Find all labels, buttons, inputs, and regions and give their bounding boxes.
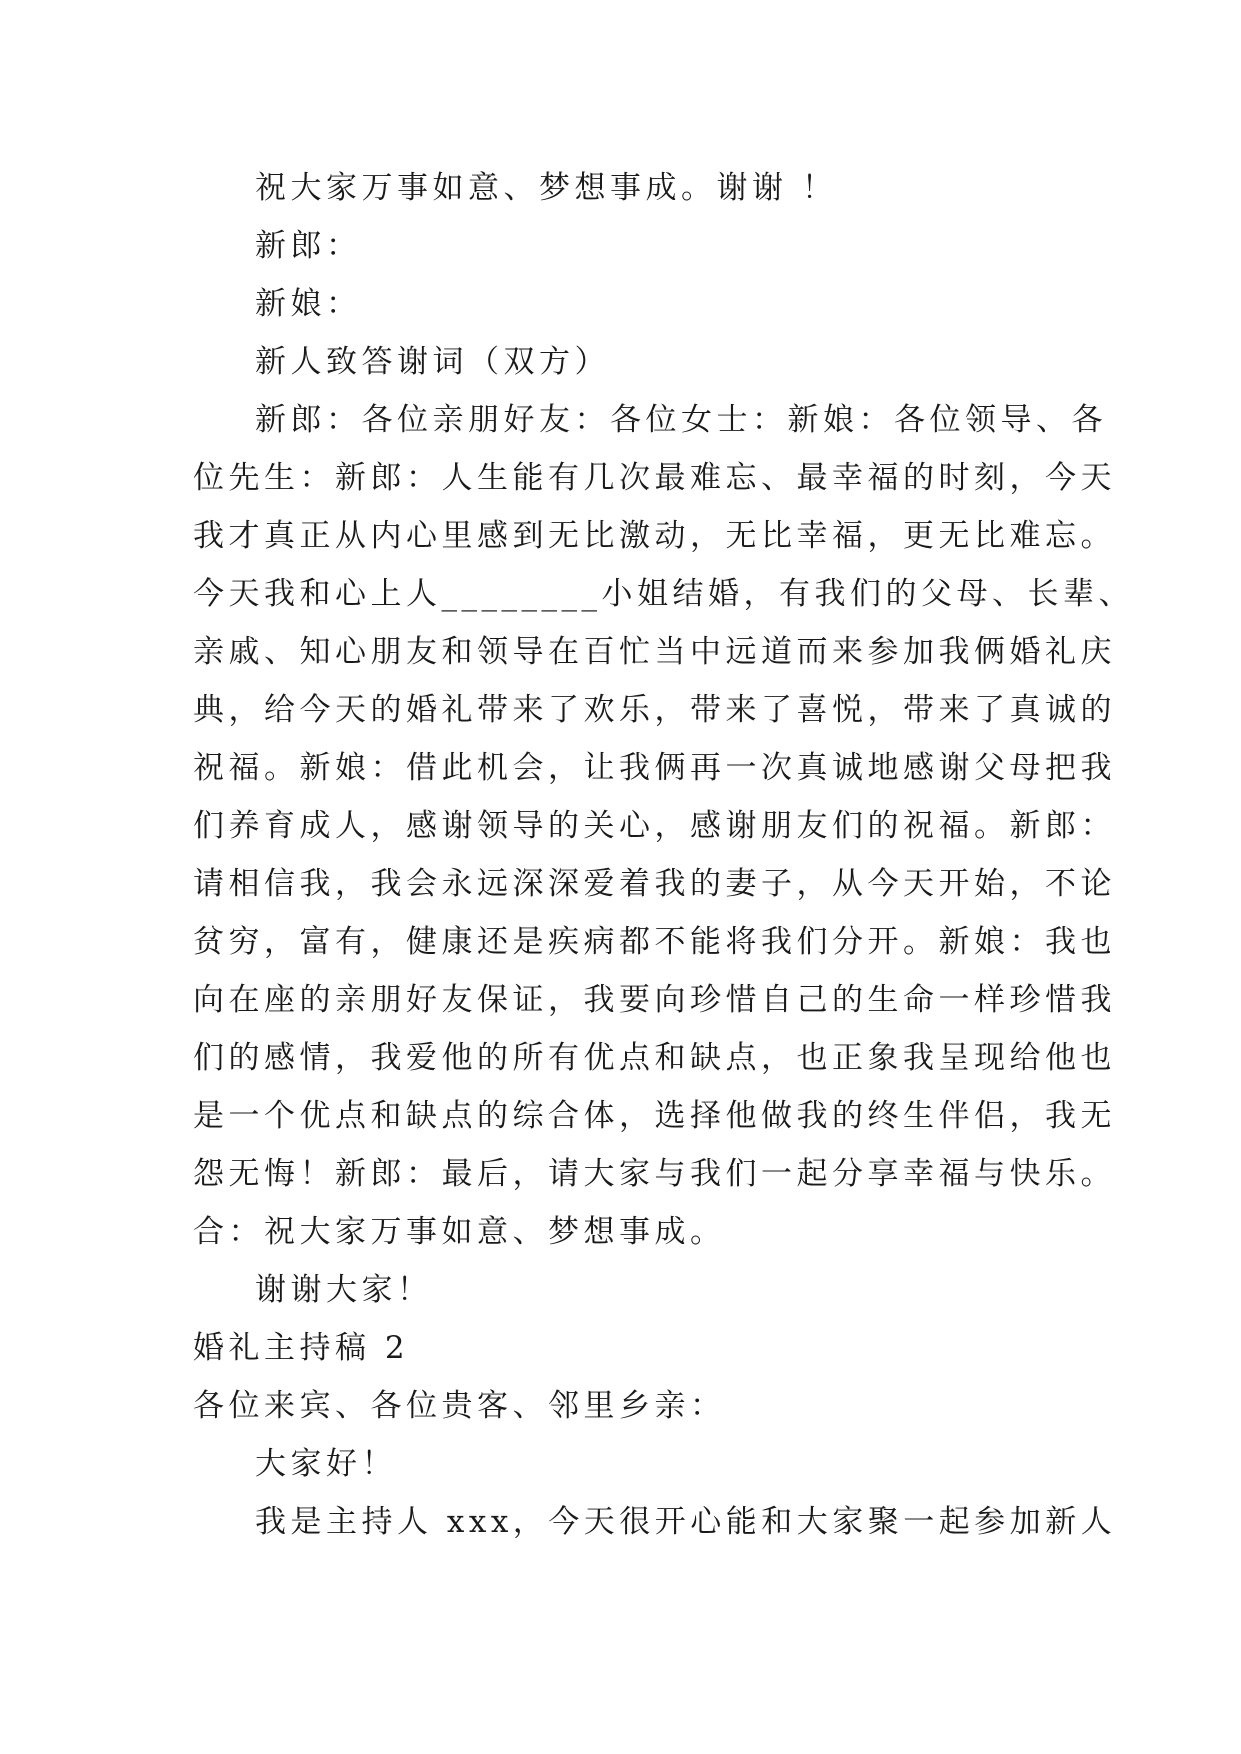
text-line: 新娘： <box>255 286 362 322</box>
text-line: 我是主持人 xxx，今天很开心能和大家聚一起参加新人 <box>255 1504 1117 1540</box>
text-line: 们养育成人，感谢领导的关心，感谢朋友们的祝福。新郎： <box>193 808 1116 844</box>
text-line: 们的感情，我爱他的所有优点和缺点，也正象我呈现给他也 <box>193 1040 1116 1076</box>
salutation: 各位来宾、各位贵客、邻里乡亲： <box>193 1388 726 1424</box>
section-heading: 新人致答谢词（双方） <box>255 344 610 380</box>
text-line: 典，给今天的婚礼带来了欢乐，带来了喜悦，带来了真诚的 <box>193 692 1116 728</box>
section-title: 婚礼主持稿 2 <box>193 1330 410 1366</box>
text-line: 新郎： <box>255 228 362 264</box>
text-line: 位先生：新郎：人生能有几次最难忘、最幸福的时刻，今天 <box>193 460 1116 496</box>
text-line: 合：祝大家万事如意、梦想事成。 <box>193 1214 726 1250</box>
text-line: 祝福。新娘：借此机会，让我俩再一次真诚地感谢父母把我 <box>193 750 1116 786</box>
document-body <box>193 159 1134 1551</box>
text-line: 向在座的亲朋好友保证，我要向珍惜自己的生命一样珍惜我 <box>193 982 1116 1018</box>
text-line: 谢谢大家！ <box>255 1272 433 1308</box>
text-line: 贫穷，富有，健康还是疾病都不能将我们分开。新娘：我也 <box>193 924 1116 960</box>
text-line: 亲戚、知心朋友和领导在百忙当中远道而来参加我俩婚礼庆 <box>193 634 1116 670</box>
text-line: 大家好！ <box>255 1446 397 1482</box>
text-line: 我才真正从内心里感到无比激动，无比幸福，更无比难忘。 <box>193 518 1116 554</box>
text-line: 今天我和心上人________小姐结婚，有我们的父母、长辈、 <box>193 576 1134 612</box>
text-line: 怨无悔！新郎：最后，请大家与我们一起分享幸福与快乐。 <box>193 1156 1116 1192</box>
text-line: 请相信我，我会永远深深爱着我的妻子，从今天开始，不论 <box>193 866 1116 902</box>
text-line: 新郎：各位亲朋好友：各位女士：新娘：各位领导、各 <box>255 402 1107 438</box>
text-line: 是一个优点和缺点的综合体，选择他做我的终生伴侣，我无 <box>193 1098 1116 1134</box>
text-line: 祝大家万事如意、梦想事成。谢谢 ！ <box>255 170 838 206</box>
